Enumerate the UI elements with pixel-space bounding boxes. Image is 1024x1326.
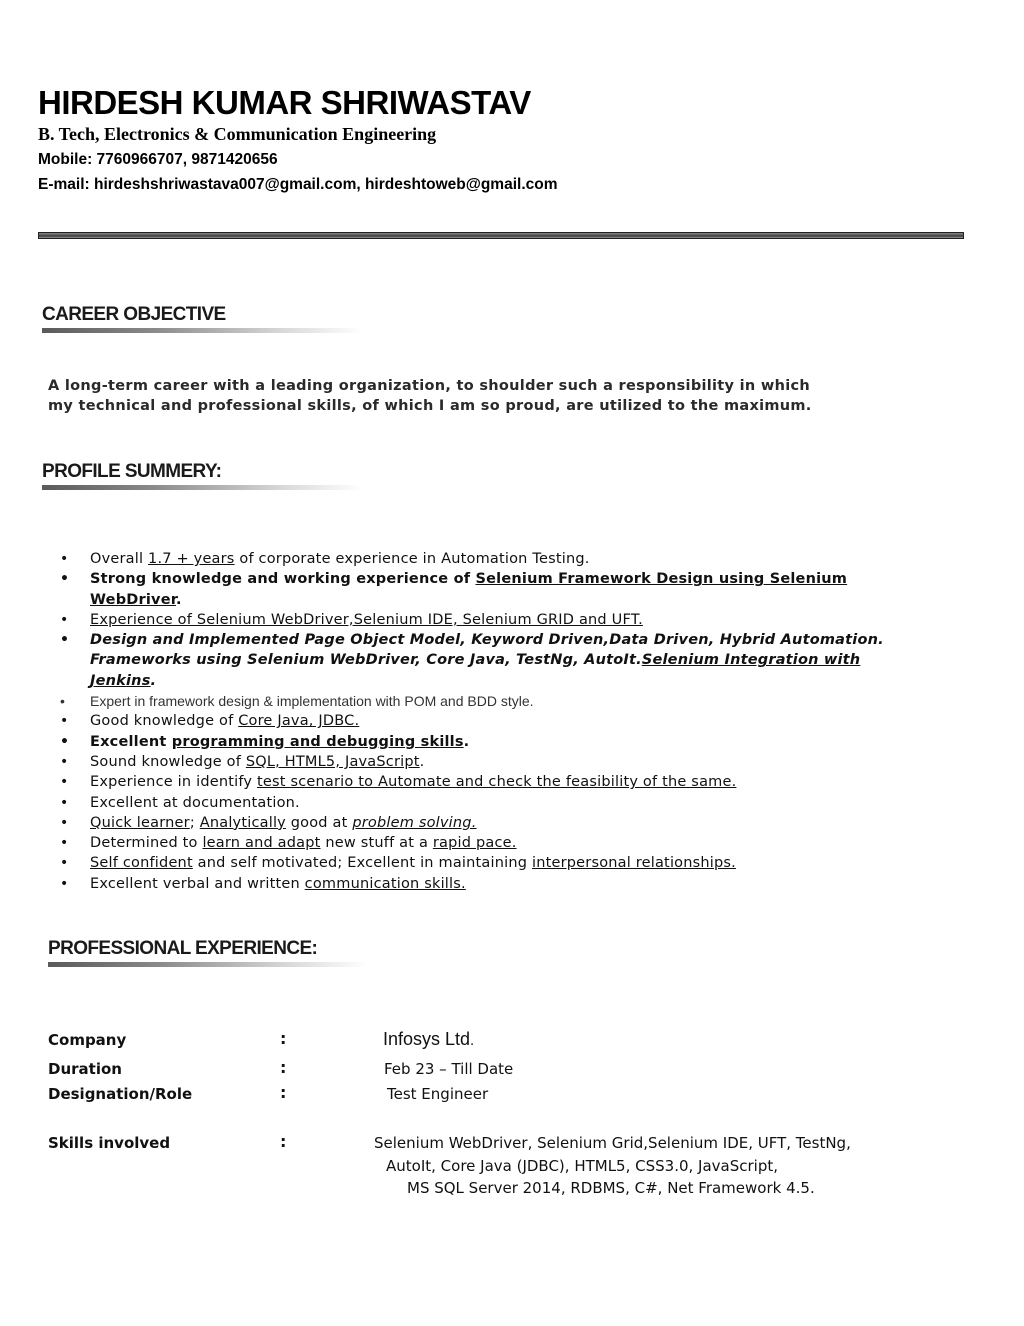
list-item: • Excellent verbal and written communication skills. <box>54 874 884 894</box>
list-item: • Excellent at documentation. <box>54 793 884 813</box>
profile-summary-list <box>54 549 884 894</box>
role-value: Test Engineer <box>387 1085 489 1103</box>
list-item: • Overall 1.7 + years of corporate experience in Automation Testing. <box>54 549 884 569</box>
list-item: • Design and Implemented Page Object Model, Keyword Driven,Data Driven, Hybrid Automation. Frameworks using Selenium WebDriver, Core Java, TestNg, AutoIt.Selenium Integration with Jenkins. <box>54 630 884 691</box>
skills-line-1: Selenium WebDriver, Selenium Grid,Selenium IDE, UFT, TestNg, <box>374 1134 851 1152</box>
header-divider <box>38 232 964 239</box>
duration-value: Feb 23 – Till Date <box>384 1060 514 1078</box>
career-objective-line-1: A long-term career with a leading organization, to shoulder such a responsibility in which <box>48 378 810 394</box>
list-item: • Experience in identify test scenario to Automate and check the feasibility of the same. <box>54 772 884 792</box>
email-line: E-mail: hirdeshshriwastava007@gmail.com, hirdeshtoweb@gmail.com <box>38 176 558 193</box>
list-item: • Experience of Selenium WebDriver,Selenium IDE, Selenium GRID and UFT. <box>54 610 884 630</box>
company-label: Company <box>48 1031 127 1049</box>
company-value: Infosys Ltd. <box>383 1029 475 1049</box>
list-item: • Expert in framework design & implementation with POM and BDD style. <box>54 691 884 711</box>
list-item: • Excellent programming and debugging skills. <box>54 732 884 752</box>
skills-line-2: AutoIt, Core Java (JDBC), HTML5, CSS3.0, JavaScript, <box>386 1157 779 1175</box>
list-item: • Determined to learn and adapt new stuff at a rapid pace. <box>54 833 884 853</box>
skills-colon: : <box>280 1132 287 1151</box>
duration-label: Duration <box>48 1060 122 1078</box>
mobile-line: Mobile: 7760966707, 9871420656 <box>38 151 278 168</box>
role-label: Designation/Role <box>48 1085 193 1103</box>
list-item: • Quick learner; Analytically good at problem solving. <box>54 813 884 833</box>
career-objective-line-2: my technical and professional skills, of which I am so proud, are utilized to the maximum. <box>48 398 812 414</box>
career-objective-underline <box>42 328 362 333</box>
role-colon: : <box>280 1083 287 1102</box>
profile-summary-heading: PROFILE SUMMERY: <box>42 461 222 482</box>
company-colon: : <box>280 1029 287 1048</box>
career-objective-heading: CAREER OBJECTIVE <box>42 304 226 325</box>
profile-summary-underline <box>42 485 362 490</box>
professional-experience-underline <box>48 962 368 967</box>
list-item: • Strong knowledge and working experience of Selenium Framework Design using Selenium WebDriver. <box>54 569 884 610</box>
duration-colon: : <box>280 1058 287 1077</box>
list-item: • Good knowledge of Core Java, JDBC. <box>54 711 884 731</box>
degree-line: B. Tech, Electronics & Communication Engineering <box>38 124 437 144</box>
skills-line-3: MS SQL Server 2014, RDBMS, C#, Net Framework 4.5. <box>407 1179 815 1197</box>
candidate-name: HIRDESH KUMAR SHRIWASTAV <box>38 84 531 121</box>
skills-label: Skills involved <box>48 1134 171 1152</box>
list-item: • Sound knowledge of SQL, HTML5, JavaScript. <box>54 752 884 772</box>
career-objective-text <box>48 376 948 416</box>
list-item: • Self confident and self motivated; Excellent in maintaining interpersonal relationships. <box>54 853 884 873</box>
professional-experience-heading: PROFESSIONAL EXPERIENCE: <box>48 938 318 959</box>
